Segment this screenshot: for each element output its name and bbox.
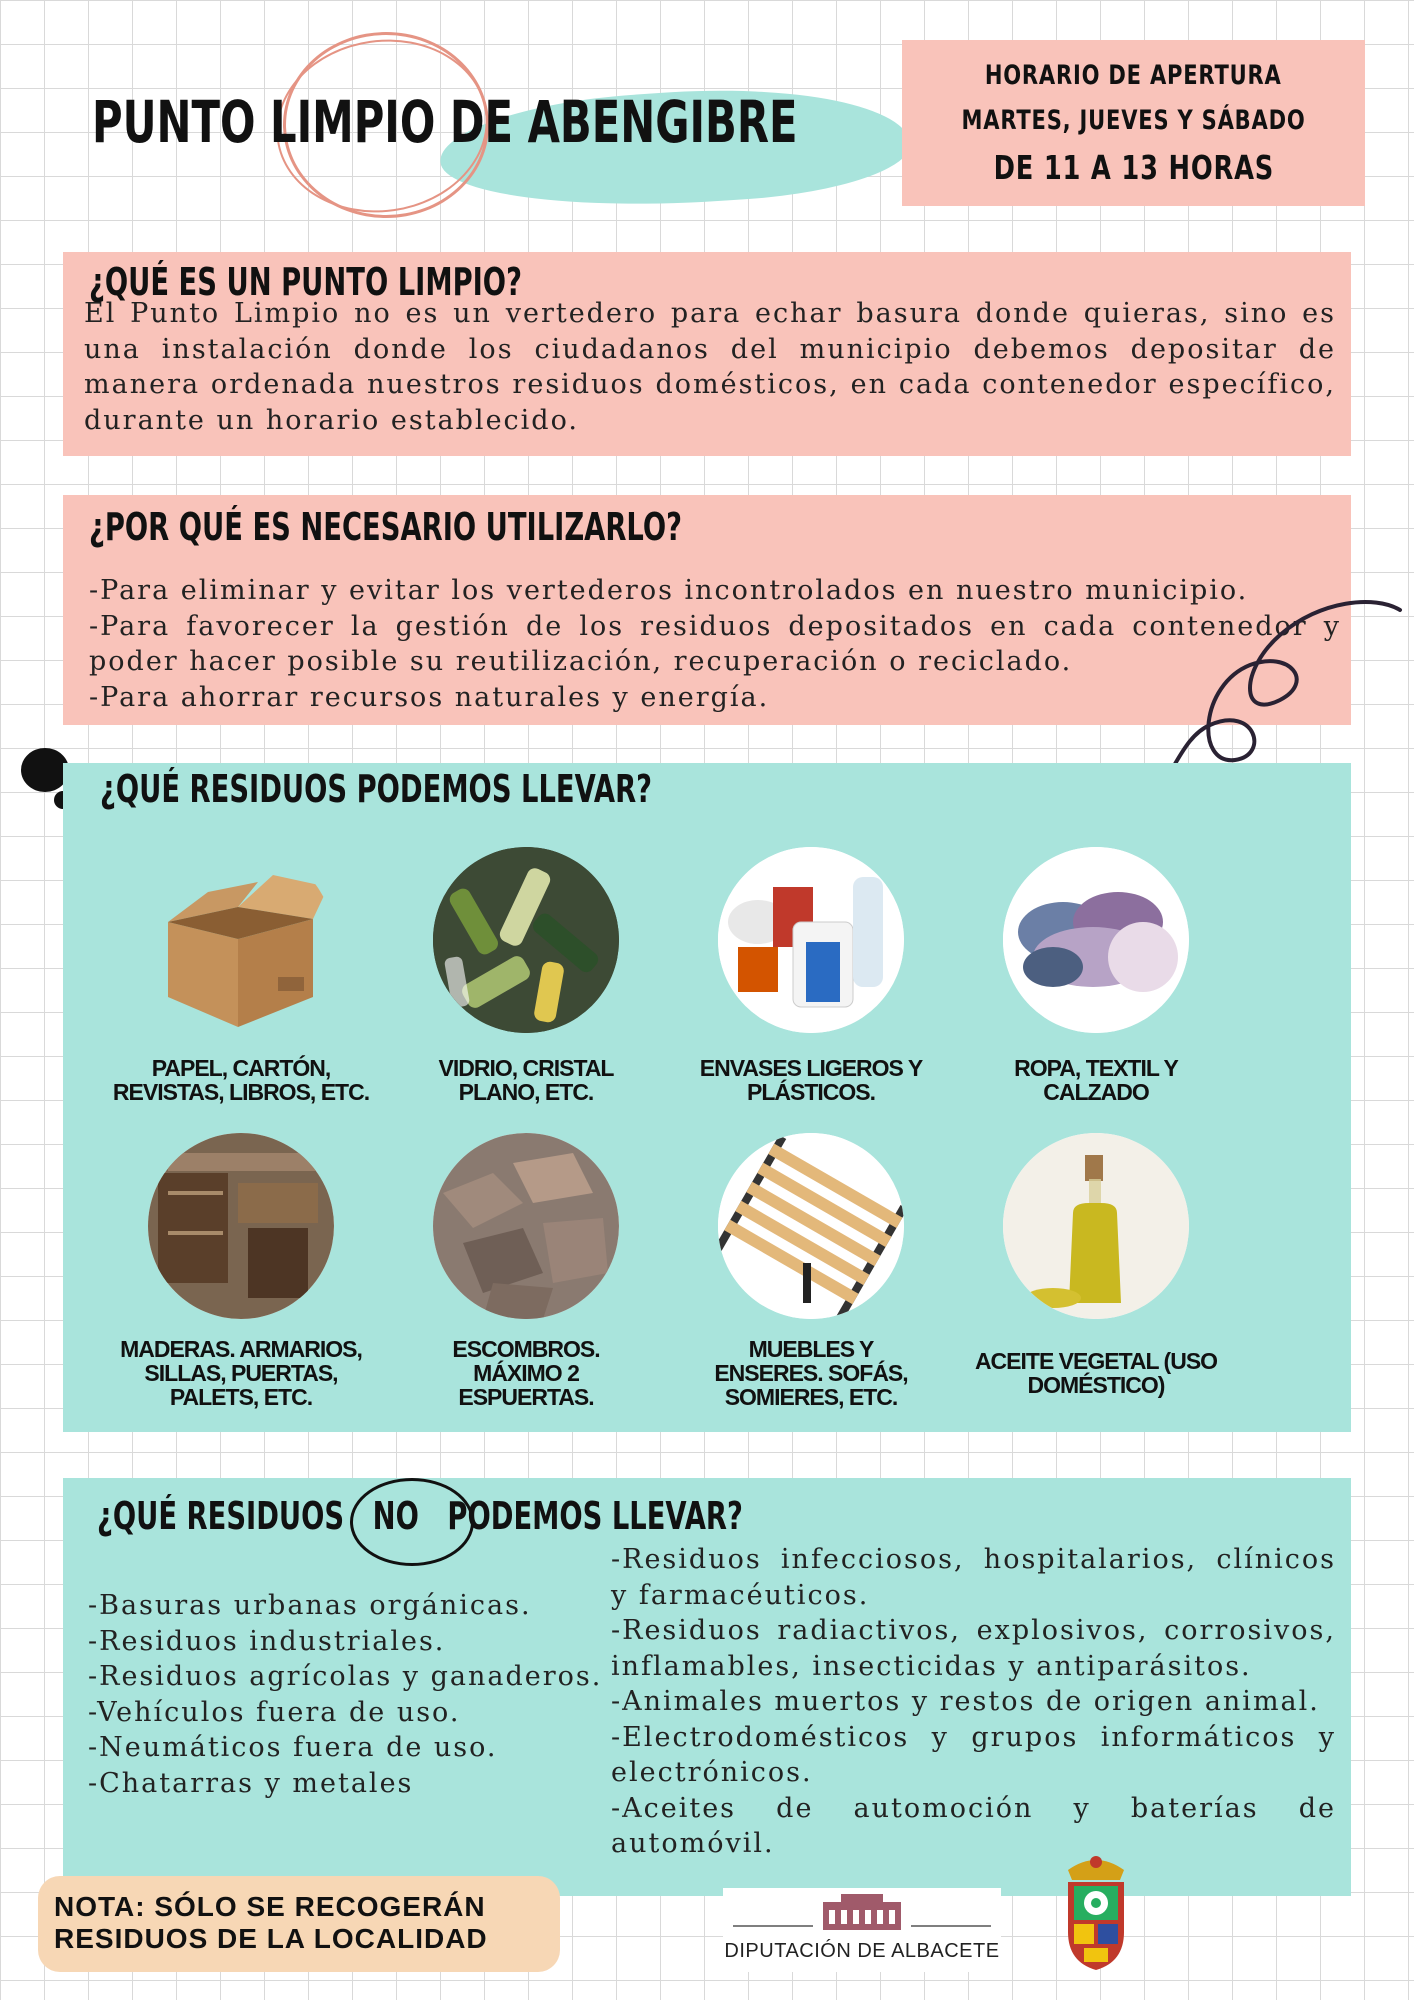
oil-bottle-icon — [1003, 1133, 1189, 1319]
item-label: MUEBLES Y ENSERES. SOFÁS, SOMIERES, ETC. — [714, 1336, 908, 1410]
diputacion-logo — [723, 1888, 1001, 1972]
no-word: NO — [372, 1494, 419, 1538]
opening-hours-box — [902, 40, 1365, 206]
list-item: -Residuos infecciosos, hospitalarios, clínicos y farmacéuticos. — [611, 1544, 1336, 1611]
list-item: -Vehículos fuera de uso. — [88, 1696, 461, 1728]
not-allowed-list-left — [88, 1588, 608, 1801]
item-label: MADERAS. ARMARIOS, SILLAS, PUERTAS, PALETS, ETC. — [120, 1336, 362, 1410]
item-label: PAPEL, CARTÓN, REVISTAS, LIBROS, ETC. — [112, 1055, 370, 1105]
page-title: PUNTO LIMPIO DE ABENGIBRE — [92, 88, 798, 156]
packaging-icon — [718, 847, 904, 1033]
note-line: NOTA: SÓLO SE RECOGERÁN — [54, 1891, 486, 1922]
coat-of-arms-icon — [1060, 1852, 1132, 1972]
list-item: -Residuos industriales. — [88, 1625, 446, 1657]
glass-bottles-icon — [433, 847, 619, 1033]
item-label: VIDRIO, CRISTAL PLANO, ETC. — [438, 1055, 614, 1105]
rubble-icon — [433, 1133, 619, 1319]
why-point: -Para favorecer la gestión de los residuos depositados en cada contenedor y poder hacer posible su reutilización, recuperación o reciclado. — [89, 610, 1341, 677]
what-is-heading: ¿QUÉ ES UN PUNTO LIMPIO? — [89, 260, 522, 304]
why-point: -Para ahorrar recursos naturales y energía. — [89, 681, 770, 713]
note-line: RESIDUOS DE LA LOCALIDAD — [54, 1923, 488, 1954]
no-circle-decoration — [350, 1478, 474, 1566]
allowed-heading: ¿QUÉ RESIDUOS PODEMOS LLEVAR? — [100, 767, 653, 811]
not-allowed-section — [63, 1478, 1351, 1896]
allowed-waste-section — [63, 763, 1351, 1432]
list-item: -Chatarras y metales — [88, 1767, 414, 1799]
item-label: ENVASES LIGEROS Y PLÁSTICOS. — [699, 1055, 923, 1105]
list-item: -Neumáticos fuera de uso. — [88, 1732, 498, 1763]
hours-heading: HORARIO DE APERTURA — [985, 60, 1282, 91]
not-allowed-heading: ¿QUÉ RESIDUOS NO PODEMOS LLEVAR? — [97, 1494, 743, 1538]
wood-furniture-icon — [148, 1133, 334, 1319]
why-heading: ¿POR QUÉ ES NECESARIO UTILIZARLO? — [89, 505, 682, 549]
list-item: -Basuras urbanas orgánicas. — [88, 1590, 532, 1621]
list-item: -Electrodomésticos y grupos informáticos y electrónicos. — [611, 1721, 1336, 1788]
list-item: -Animales muertos y restos de origen animal. — [611, 1686, 1320, 1717]
building-icon — [723, 1888, 1001, 1938]
item-label: ESCOMBROS. MÁXIMO 2 ESPUERTAS. — [452, 1336, 600, 1410]
hours-time: DE 11 A 13 HORAS — [993, 148, 1274, 187]
list-item: -Residuos agrícolas y ganaderos. — [88, 1661, 603, 1692]
cardboard-box-icon — [148, 847, 334, 1033]
hours-days: MARTES, JUEVES Y SÁBADO — [961, 105, 1306, 136]
diputacion-name: DIPUTACIÓN DE ALBACETE — [724, 1940, 1000, 1962]
note-box — [38, 1876, 560, 1972]
what-is-text: El Punto Limpio no es un vertedero para echar basura donde quieras, sino es una instalación donde los ciudadanos del municipio debemos depositar de manera ordenada nuestros residuos domésticos, en cada contenedor específico, durante un horario establecido. — [84, 298, 1336, 436]
why-point: -Para eliminar y evitar los vertederos incontrolados en nuestro municipio. — [89, 575, 1249, 606]
not-allowed-list-right — [611, 1542, 1336, 1862]
item-label: ACEITE VEGETAL (USO DOMÉSTICO) — [974, 1348, 1218, 1398]
clothes-icon — [1003, 847, 1189, 1033]
bed-base-icon — [718, 1133, 904, 1319]
list-item: -Aceites de automoción y baterías de automóvil. — [611, 1792, 1336, 1859]
item-label: ROPA, TEXTIL Y CALZADO — [1014, 1055, 1178, 1105]
what-is-section — [63, 252, 1351, 456]
list-item: -Residuos radiactivos, explosivos, corrosivos, inflamables, insecticidas y antiparásitos. — [611, 1615, 1336, 1682]
